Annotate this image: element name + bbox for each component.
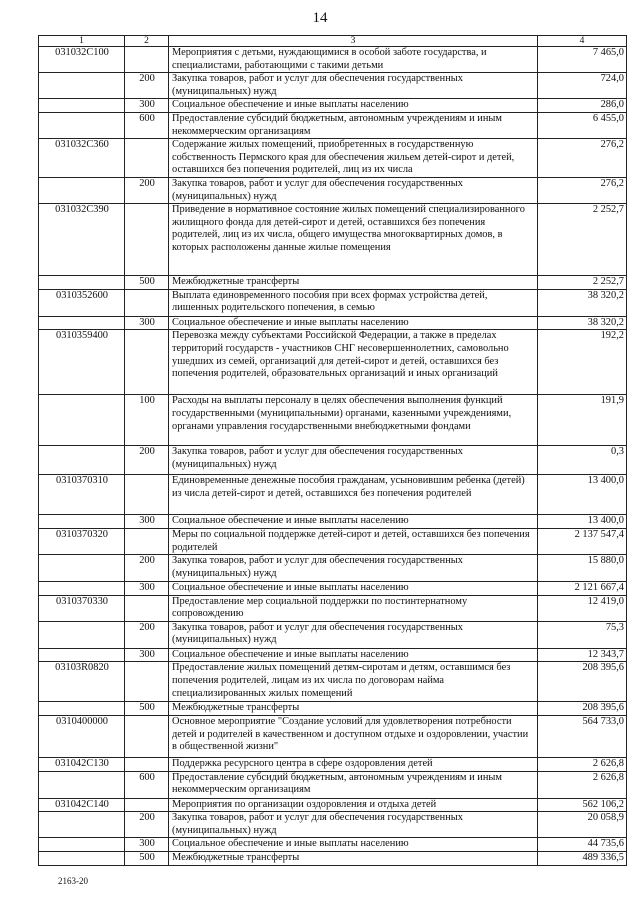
code-cell: 031032С390 bbox=[39, 204, 125, 276]
code-cell bbox=[39, 838, 125, 852]
table-row bbox=[39, 446, 627, 475]
description-cell: Выплата единовременного пособия при всех формах устройства детей, лишенных родительского попечения, в семью bbox=[169, 289, 538, 316]
amount-cell: 286,0 bbox=[538, 99, 627, 113]
amount-cell: 0,3 bbox=[538, 446, 627, 475]
page-number: 14 bbox=[312, 10, 328, 26]
amount-cell: 562 106,2 bbox=[538, 798, 627, 812]
expense-type-cell bbox=[125, 595, 169, 621]
description-cell: Основное мероприятие "Создание условий для удовлетворения потребности детей и родителей в качественном и доступном отдыхе и оздоровлении, участии в общественной жизни" bbox=[169, 716, 538, 758]
table-row bbox=[39, 139, 627, 178]
amount-cell: 2 252,7 bbox=[538, 276, 627, 290]
amount-cell: 192,2 bbox=[538, 330, 627, 395]
amount-cell: 44 735,6 bbox=[538, 838, 627, 852]
code-cell: 0310370330 bbox=[39, 595, 125, 621]
description-cell: Приведение в нормативное состояние жилых помещений специализированного жилищного фонда для детей-сирот и детей, оставшихся без попечения родителей, лиц из их числа, общего имущества многоквартирных домов, в которых расположены данные жилые помещения bbox=[169, 204, 538, 276]
header-col-4: 4 bbox=[538, 36, 627, 47]
amount-cell: 15 880,0 bbox=[538, 555, 627, 582]
description-cell: Закупка товаров, работ и услуг для обеспечения государственных (муниципальных) нужд bbox=[169, 621, 538, 648]
code-cell bbox=[39, 316, 125, 330]
expense-type-cell: 200 bbox=[125, 812, 169, 838]
description-cell: Закупка товаров, работ и услуг для обеспечения государственных (муниципальных) нужд bbox=[169, 555, 538, 582]
footer-code: 2163-20 bbox=[58, 876, 88, 886]
budget-table bbox=[38, 35, 627, 866]
table-row bbox=[39, 662, 627, 702]
amount-cell: 12 343,7 bbox=[538, 648, 627, 662]
table-row bbox=[39, 716, 627, 758]
description-cell: Перевозка между субъектами Российской Федерации, а также в пределах территорий государств - участников СНГ несовершеннолетних, самовольно ушедших из семей, организаций для детей-сирот и детей, оставшихся без попечения родителей, образовательных организаций и иных организаций bbox=[169, 330, 538, 395]
code-cell bbox=[39, 446, 125, 475]
expense-type-cell: 300 bbox=[125, 838, 169, 852]
code-cell: 0310370310 bbox=[39, 475, 125, 515]
code-cell bbox=[39, 73, 125, 99]
table-row bbox=[39, 99, 627, 113]
amount-cell: 75,3 bbox=[538, 621, 627, 648]
code-cell: 031032С360 bbox=[39, 139, 125, 178]
table-row bbox=[39, 47, 627, 73]
description-cell: Поддержка ресурсного центра в сфере оздоровления детей bbox=[169, 758, 538, 772]
table-row bbox=[39, 621, 627, 648]
table-row bbox=[39, 648, 627, 662]
code-cell bbox=[39, 812, 125, 838]
expense-type-cell: 600 bbox=[125, 771, 169, 798]
code-cell: 031042С130 bbox=[39, 758, 125, 772]
expense-type-cell: 200 bbox=[125, 73, 169, 99]
description-cell: Расходы на выплаты персоналу в целях обеспечения выполнения функций государственными (муниципальными) органами, казенными учреждениями, органами управления государственными внебюджетными фондами bbox=[169, 395, 538, 446]
amount-cell: 12 419,0 bbox=[538, 595, 627, 621]
description-cell: Межбюджетные трансферты bbox=[169, 276, 538, 290]
description-cell: Социальное обеспечение и иные выплаты населению bbox=[169, 99, 538, 113]
description-cell: Межбюджетные трансферты bbox=[169, 852, 538, 866]
table-row bbox=[39, 395, 627, 446]
description-cell: Единовременные денежные пособия гражданам, усыновившим ребенка (детей) из числа детей-сирот и детей, оставшихся без попечения родителей bbox=[169, 475, 538, 515]
description-cell: Мероприятия по организации оздоровления и отдыха детей bbox=[169, 798, 538, 812]
amount-cell: 208 395,6 bbox=[538, 662, 627, 702]
code-cell bbox=[39, 395, 125, 446]
table-row bbox=[39, 838, 627, 852]
header-col-3: 3 bbox=[169, 36, 538, 47]
table-row bbox=[39, 852, 627, 866]
table-row bbox=[39, 771, 627, 798]
code-cell bbox=[39, 702, 125, 716]
expense-type-cell bbox=[125, 289, 169, 316]
code-cell bbox=[39, 771, 125, 798]
code-cell: 0310352600 bbox=[39, 289, 125, 316]
amount-cell: 276,2 bbox=[538, 139, 627, 178]
expense-type-cell: 300 bbox=[125, 582, 169, 596]
description-cell: Предоставление субсидий бюджетным, автономным учреждениям и иным некоммерческим организациям bbox=[169, 771, 538, 798]
table-row bbox=[39, 276, 627, 290]
amount-cell: 13 400,0 bbox=[538, 475, 627, 515]
table-row bbox=[39, 595, 627, 621]
expense-type-cell: 500 bbox=[125, 852, 169, 866]
amount-cell: 2 121 667,4 bbox=[538, 582, 627, 596]
expense-type-cell: 200 bbox=[125, 621, 169, 648]
table-row bbox=[39, 515, 627, 529]
table-row bbox=[39, 702, 627, 716]
code-cell bbox=[39, 582, 125, 596]
table-row bbox=[39, 528, 627, 554]
table-row bbox=[39, 112, 627, 138]
amount-cell: 564 733,0 bbox=[538, 716, 627, 758]
header-col-1: 1 bbox=[39, 36, 125, 47]
amount-cell: 2 626,8 bbox=[538, 771, 627, 798]
description-cell: Социальное обеспечение и иные выплаты населению bbox=[169, 582, 538, 596]
amount-cell: 2 252,7 bbox=[538, 204, 627, 276]
table-row bbox=[39, 555, 627, 582]
table-row bbox=[39, 758, 627, 772]
description-cell: Социальное обеспечение и иные выплаты населению bbox=[169, 515, 538, 529]
amount-cell: 20 058,9 bbox=[538, 812, 627, 838]
code-cell bbox=[39, 648, 125, 662]
amount-cell: 489 336,5 bbox=[538, 852, 627, 866]
expense-type-cell: 500 bbox=[125, 276, 169, 290]
table-row bbox=[39, 204, 627, 276]
expense-type-cell: 300 bbox=[125, 99, 169, 113]
expense-type-cell: 500 bbox=[125, 702, 169, 716]
table-row bbox=[39, 582, 627, 596]
description-cell: Содержание жилых помещений, приобретенных в государственную собственность Пермского края для обеспечения жильем детей-сирот и детей, оставшихся без попечения родителей, лиц из их числа bbox=[169, 139, 538, 178]
description-cell: Социальное обеспечение и иные выплаты населению bbox=[169, 838, 538, 852]
amount-cell: 6 455,0 bbox=[538, 112, 627, 138]
amount-cell: 724,0 bbox=[538, 73, 627, 99]
amount-cell: 276,2 bbox=[538, 177, 627, 203]
description-cell: Закупка товаров, работ и услуг для обеспечения государственных (муниципальных) нужд bbox=[169, 446, 538, 475]
amount-cell: 38 320,2 bbox=[538, 316, 627, 330]
amount-cell: 13 400,0 bbox=[538, 515, 627, 529]
expense-type-cell: 200 bbox=[125, 555, 169, 582]
header-col-2: 2 bbox=[125, 36, 169, 47]
expense-type-cell: 100 bbox=[125, 395, 169, 446]
description-cell: Закупка товаров, работ и услуг для обеспечения государственных (муниципальных) нужд bbox=[169, 177, 538, 203]
table-row bbox=[39, 798, 627, 812]
code-cell: 031042С140 bbox=[39, 798, 125, 812]
description-cell: Межбюджетные трансферты bbox=[169, 702, 538, 716]
description-cell: Меры по социальной поддержке детей-сирот и детей, оставшихся без попечения родителей bbox=[169, 528, 538, 554]
description-cell: Закупка товаров, работ и услуг для обеспечения государственных (муниципальных) нужд bbox=[169, 812, 538, 838]
expense-type-cell bbox=[125, 139, 169, 178]
code-cell: 0310400000 bbox=[39, 716, 125, 758]
table-row bbox=[39, 73, 627, 99]
amount-cell: 7 465,0 bbox=[538, 47, 627, 73]
table-row bbox=[39, 330, 627, 395]
expense-type-cell: 300 bbox=[125, 648, 169, 662]
expense-type-cell bbox=[125, 528, 169, 554]
expense-type-cell bbox=[125, 330, 169, 395]
expense-type-cell bbox=[125, 758, 169, 772]
description-cell: Социальное обеспечение и иные выплаты населению bbox=[169, 648, 538, 662]
expense-type-cell: 300 bbox=[125, 316, 169, 330]
expense-type-cell: 200 bbox=[125, 177, 169, 203]
description-cell: Социальное обеспечение и иные выплаты населению bbox=[169, 316, 538, 330]
table-row bbox=[39, 812, 627, 838]
expense-type-cell bbox=[125, 47, 169, 73]
amount-cell: 191,9 bbox=[538, 395, 627, 446]
expense-type-cell bbox=[125, 662, 169, 702]
description-cell: Мероприятия с детьми, нуждающимися в особой заботе государства, и специалистами, работающими с такими детьми bbox=[169, 47, 538, 73]
expense-type-cell bbox=[125, 716, 169, 758]
expense-type-cell: 300 bbox=[125, 515, 169, 529]
table-row bbox=[39, 289, 627, 316]
description-cell: Предоставление субсидий бюджетным, автономным учреждениям и иным некоммерческим организациям bbox=[169, 112, 538, 138]
expense-type-cell bbox=[125, 204, 169, 276]
header-row bbox=[39, 36, 627, 47]
amount-cell: 208 395,6 bbox=[538, 702, 627, 716]
code-cell bbox=[39, 515, 125, 529]
code-cell bbox=[39, 555, 125, 582]
expense-type-cell bbox=[125, 475, 169, 515]
description-cell: Закупка товаров, работ и услуг для обеспечения государственных (муниципальных) нужд bbox=[169, 73, 538, 99]
amount-cell: 38 320,2 bbox=[538, 289, 627, 316]
table-body bbox=[39, 47, 627, 866]
expense-type-cell bbox=[125, 798, 169, 812]
expense-type-cell: 600 bbox=[125, 112, 169, 138]
code-cell: 03103R0820 bbox=[39, 662, 125, 702]
code-cell bbox=[39, 621, 125, 648]
code-cell: 031032С100 bbox=[39, 47, 125, 73]
code-cell bbox=[39, 112, 125, 138]
table-row bbox=[39, 475, 627, 515]
expense-type-cell: 200 bbox=[125, 446, 169, 475]
code-cell bbox=[39, 177, 125, 203]
code-cell bbox=[39, 852, 125, 866]
code-cell bbox=[39, 99, 125, 113]
description-cell: Предоставление жилых помещений детям-сиротам и детям, оставшимся без попечения родителей, лицам из их числа по договорам найма специализированных жилых помещений bbox=[169, 662, 538, 702]
table-row bbox=[39, 316, 627, 330]
code-cell: 0310370320 bbox=[39, 528, 125, 554]
amount-cell: 2 137 547,4 bbox=[538, 528, 627, 554]
amount-cell: 2 626,8 bbox=[538, 758, 627, 772]
code-cell: 0310359400 bbox=[39, 330, 125, 395]
table-row bbox=[39, 177, 627, 203]
code-cell bbox=[39, 276, 125, 290]
description-cell: Предоставление мер социальной поддержки по постинтернатному сопровождению bbox=[169, 595, 538, 621]
